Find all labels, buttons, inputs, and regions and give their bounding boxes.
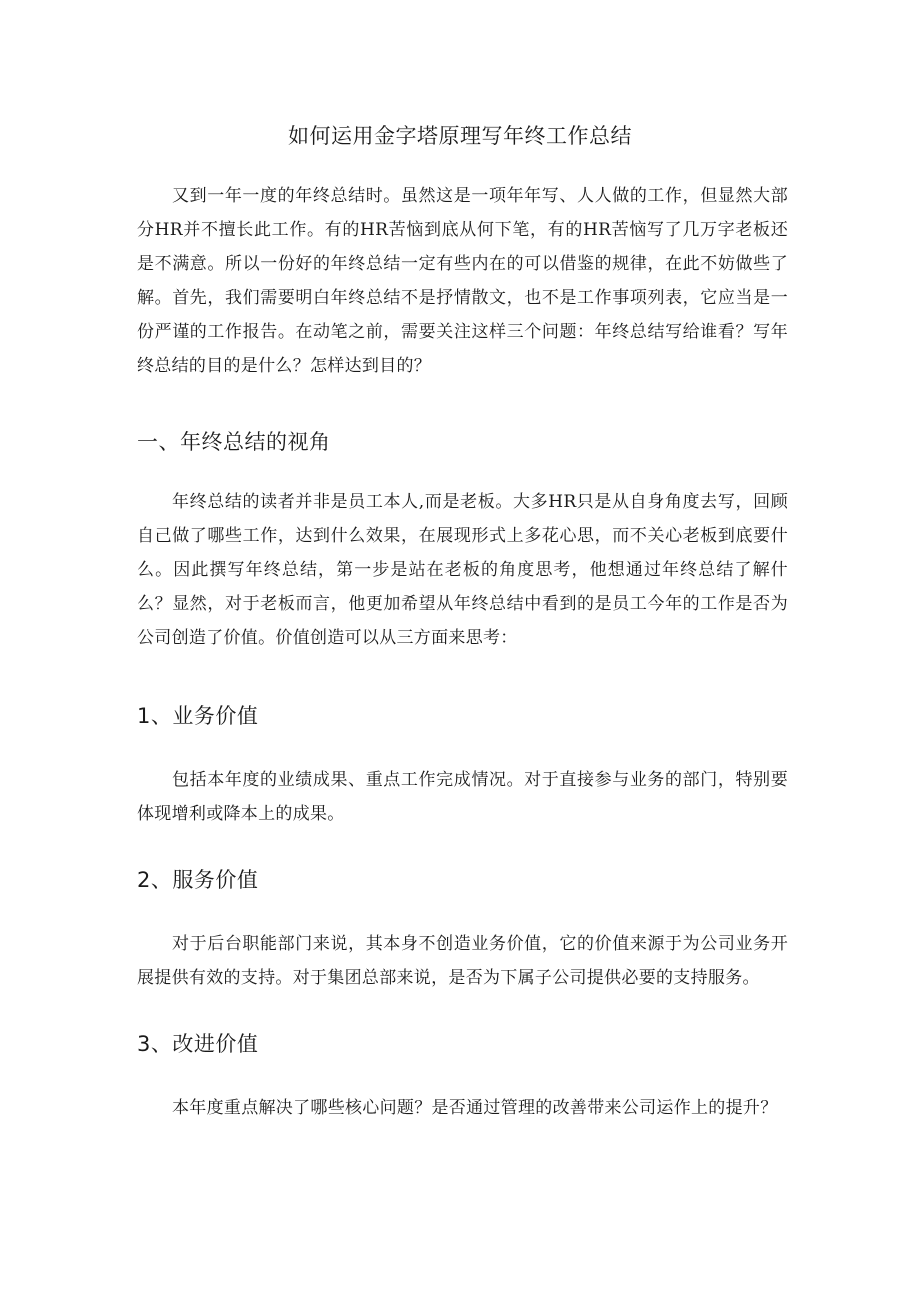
subheading-service-value: 2、服务价值	[137, 868, 259, 892]
section-paragraph-perspective: 年终总结的读者并非是员工本人,而是老板。大多HR只是从自身角度去写，回顾自己做了哪些工作，达到什么效果，在展现形式上多花心思，而不关心老板到底要什么。因此撰写年终总结，第一步是站在老板的角度思考，他想通过年终总结了解什么？显然，对于老板而言，他更加希望从年终总结中看到的是员工今年的工作是否为公司创造了价值。价值创造可以从三方面来思考：	[137, 492, 788, 648]
subheading-business-value: 1、业务价值	[137, 704, 259, 728]
paragraph-improvement-value: 本年度重点解决了哪些核心问题？是否通过管理的改善带来公司运作上的提升？	[172, 1098, 778, 1118]
subheading-improvement-value: 3、改进价值	[137, 1032, 259, 1056]
paragraph-business-value: 包括本年度的业绩成果、重点工作完成情况。对于直接参与业务的部门，特别要体现增利或降本上的成果。	[137, 770, 788, 824]
document-title: 如何运用金字塔原理写年终工作总结	[288, 124, 632, 148]
section-heading-perspective: 一、年终总结的视角	[137, 430, 331, 454]
paragraph-service-value: 对于后台职能部门来说，其本身不创造业务价值，它的价值来源于为公司业务开展提供有效的支持。对于集团总部来说，是否为下属子公司提供必要的支持服务。	[137, 934, 788, 988]
intro-paragraph: 又到一年一度的年终总结时。虽然这是一项年年写、人人做的工作，但显然大部分HR并不擅长此工作。有的HR苦恼到底从何下笔，有的HR苦恼写了几万字老板还是不满意。所以一份好的年终总结一定有些内在的可以借鉴的规律，在此不妨做些了解。首先，我们需要明白年终总结不是抒情散文，也不是工作事项列表，它应当是一份严谨的工作报告。在动笔之前，需要关注这样三个问题：年终总结写给谁看？写年终总结的目的是什么？怎样达到目的？	[137, 186, 788, 376]
